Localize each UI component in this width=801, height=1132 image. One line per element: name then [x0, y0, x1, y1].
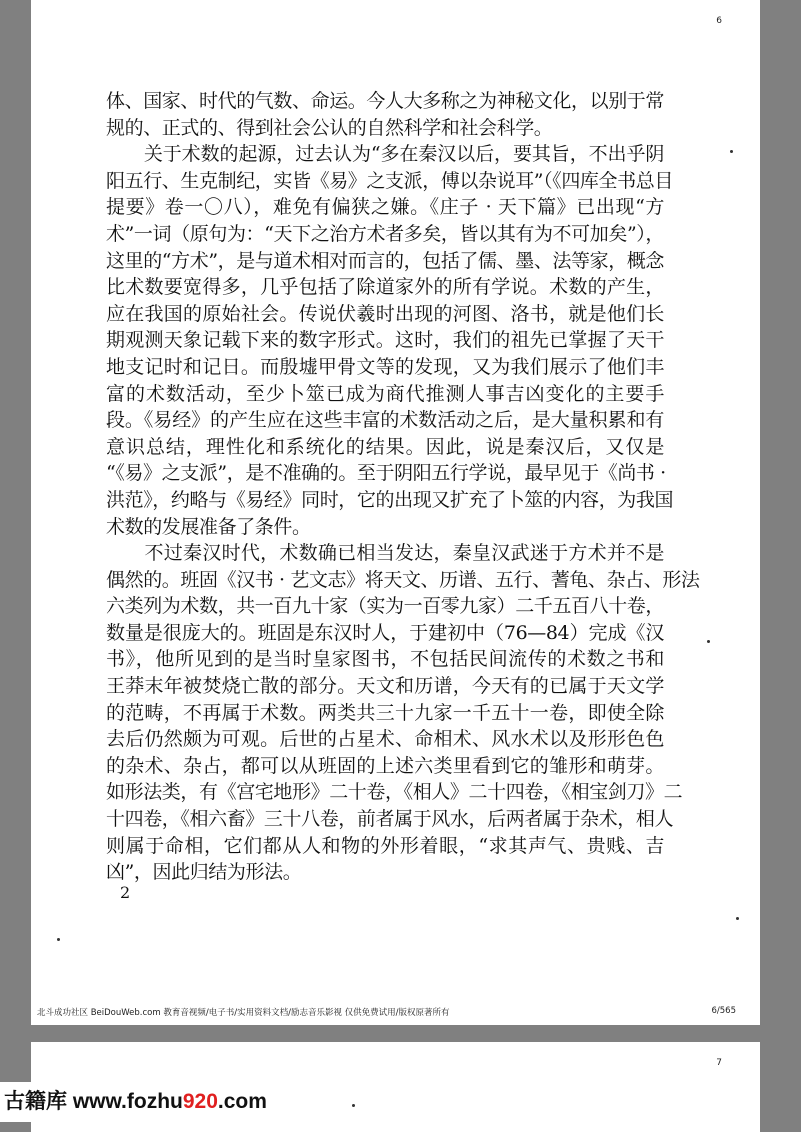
text-line: 这里的“方术”，是与道术相对而言的，包括了儒、墨、法等家，概念 — [106, 249, 665, 272]
document-page-6 — [31, 0, 760, 1025]
text-line: 富的术数活动，至少卜筮已成为商代推测人事吉凶变化的主要手 — [106, 382, 664, 405]
text-line: 洪范》，约略与《易经》同时，它的出现又扩充了卜筮的内容，为我国 — [106, 488, 674, 511]
text-line: 阳五行、生克制纪，实皆《易》之支派，傅以杂说耳”（《四库全书总目 — [106, 169, 673, 192]
text-line: 如形法类，有《宫宅地形》二十卷，《相人》二十四卷，《相宝剑刀》二 — [106, 781, 683, 804]
text-line: 数量是很庞大的。班固是东汉时人，于建初中（76—84）完成《汉 — [106, 621, 664, 644]
text-line: 意识总结，理性化和系统化的结果。因此，说是秦汉后，又仅是 — [106, 435, 664, 458]
text-line: 王莽末年被焚烧亡散的部分。天文和历谱，今天有的已属于天文学 — [106, 675, 664, 698]
text-line: 偶然的。班固《汉书 · 艺文志》将天文、历谱、五行、蓍龟、杂占、形法 — [106, 568, 700, 591]
book-page-number: 2 — [120, 883, 131, 902]
text-line: 术数的发展准备了条件。 — [106, 515, 311, 538]
footer-page-count: 6/565 — [711, 1006, 736, 1016]
watermark-highlight: 920 — [182, 1090, 218, 1113]
text-line: “《易》之支派”，是不准确的。至于阴阳五行学说，最早见于《尚书 · — [106, 462, 666, 485]
text-line: 凶”，因此归结为形法。 — [106, 861, 302, 884]
scan-speck — [352, 1104, 355, 1107]
scan-speck — [736, 917, 739, 920]
footer-bar — [31, 1003, 760, 1019]
footer-source: 北斗成功社区 BeiDouWeb.com 教育音视频/电子书/实用资料文档/励志音乐影视 仅供免费试用/版权原著所有 — [37, 1008, 450, 1018]
scan-speck — [730, 150, 733, 153]
site-watermark — [0, 1082, 267, 1122]
scan-page-number: 7 — [716, 1058, 722, 1068]
text-line: 去后仍然颇为可观。后世的占星术、命相术、风水术以及形形色色 — [106, 728, 664, 751]
text-line: 地支记时和记日。而殷墟甲骨文等的发现，又为我们展示了他们丰 — [106, 355, 664, 378]
text-line: 的杂术、杂占，都可以从班固的上述六类里看到它的雏形和萌芽。 — [106, 754, 664, 777]
scan-speck — [707, 640, 710, 643]
watermark-prefix: 古籍库 www.fozhu — [4, 1090, 183, 1113]
text-line: 十四卷，《相六畜》三十八卷，前者属于风水，后两者属于杂术，相人 — [106, 808, 674, 831]
text-line: 则属于命相，它们都从人和物的外形着眼，“求其声气、贵贱、吉 — [106, 834, 664, 857]
text-line: 期观测天象记载下来的数字形式。这时，我们的祖先已掌握了天干 — [106, 329, 664, 352]
text-line: 应在我国的原始社会。传说伏羲时出现的河图、洛书，就是他们长 — [106, 302, 664, 325]
body-text — [106, 88, 700, 886]
text-line: 的范畴，不再属于术数。两类共三十九家一千五十一卷，即使全除 — [106, 701, 664, 724]
text-line: 六类列为术数，共一百九十家（实为一百零九家）二千五百八十卷， — [106, 595, 665, 618]
scan-page-number: 6 — [716, 16, 722, 26]
scan-speck — [57, 938, 60, 941]
text-line: 关于术数的起源，过去认为“多在秦汉以后，要其旨，不出乎阴 — [106, 143, 664, 166]
watermark-suffix: .com — [217, 1090, 267, 1113]
text-line: 书》，他所见到的是当时皇家图书，不包括民间流传的术数之书和 — [106, 648, 664, 671]
text-line: 体、国家、时代的气数、命运。今人大多称之为神秘文化，以别于常 — [106, 90, 665, 112]
text-line: 比术数要宽得多，几乎包括了除道家外的所有学说。术数的产生， — [106, 276, 664, 299]
text-line: 提要》卷一〇八），难免有偏狭之嫌。《庄子 · 天下篇》已出现“方 — [106, 196, 664, 219]
text-line: 规的、正式的、得到社会公认的自然科学和社会科学。 — [106, 116, 553, 139]
text-line: 不过秦汉时代，术数确已相当发达，秦皇汉武迷于方术并不是 — [106, 542, 664, 565]
text-line: 段。《易经》的产生应在这些丰富的术数活动之后，是大量积累和有 — [106, 409, 664, 432]
text-line: 术”一词（原句为：“天下之治方术者多矣，皆以其有为不可加矣”）， — [106, 222, 664, 245]
